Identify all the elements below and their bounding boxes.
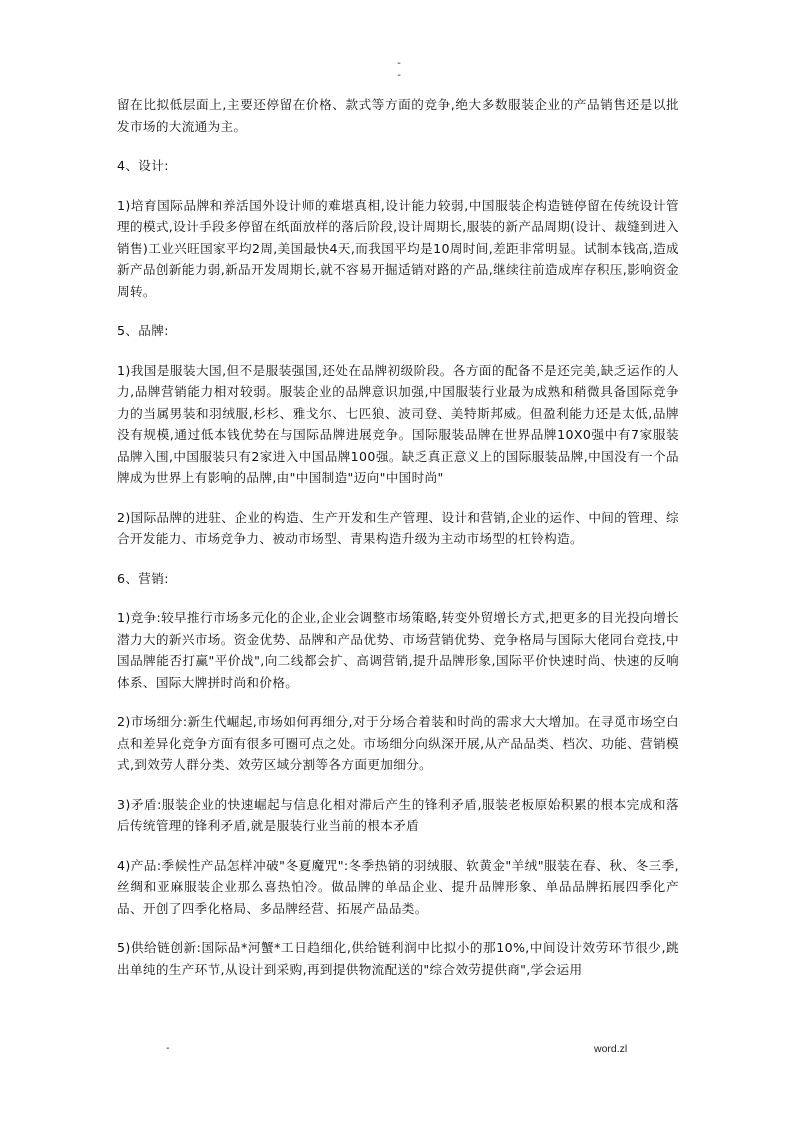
header-mark-bottom: - [397,70,401,81]
paragraph-marketing-1: 1)竞争:较早推行市场多元化的企业,企业会调整市场策略,转变外贸增长方式,把更多的目光投向增长潜力大的新兴市场。资金优势、品牌和产品优势、市场营销优势、竞争格局与国际大佬同台竞技,中国品牌能否打赢"平价战",向二线都会扩、高调营销,提升品牌形象,国际平价快速时尚、快速的反响体系、国际大牌拼时尚和价格。 [117,610,679,690]
document-body [117,94,679,980]
paragraph-marketing-2: 2)市场细分:新生代崛起,市场如何再细分,对于分场合着装和时尚的需求大大增加。在寻觅市场空白点和差异化竞争方面有很多可圈可点之处。市场细分向纵深开展,从产品品类、档次、功能、营销模式,到效劳人群分类、效劳区域分割等各方面更加细分。 [117,714,679,772]
section-heading-design: 4、设计: [117,158,169,173]
paragraph-intro: 留在比拟低层面上,主要还停留在价格、款式等方面的竞争,绝大多数服装企业的产品销售还是以批发市场的大流通为主。 [117,97,679,134]
footer-mark: - [166,1043,170,1054]
paragraph-marketing-4: 4)产品:季候性产品怎样冲破"冬夏魔咒":冬季热销的羽绒服、软黄金"羊绒"服装在春、秋、冬三季,丝绸和亚麻服装企业那么喜热怕冷。做品牌的单品企业、提升品牌形象、单品品牌拓展四季化产品、开创了四季化格局、多品牌经营、拓展产品品类。 [117,857,679,916]
section-heading-marketing: 6、营销: [117,570,169,586]
paragraph-marketing-3: 3)矛盾:服装企业的快速崛起与信息化相对滞后产生的锋利矛盾,服装老板原始积累的根本完成和落后传统管理的锋利矛盾,就是服装行业当前的根本矛盾 [117,796,679,833]
footer-text: word.zl [594,1043,628,1055]
paragraph-design-1: 1)培育国际品牌和养活国外设计师的难堪真相,设计能力较弱,中国服装企构造链停留在传统设计管理的模式,设计手段多停留在纸面放样的落后阶段,设计周期长,服装的新产品周期(设计、裁缝到进入销售)工业兴旺国家平均2周,美国最快4天,而我国平均是10周时间,差距非常明显。试制本钱高,造成新产品创新能力弱,新品开发周期长,就不容易开掘适销对路的产品,继续往前造成库存积压,影响资金周转。 [117,197,679,299]
header-mark-top: - [397,58,401,69]
paragraph-brand-2: 2)国际品牌的进驻、企业的构造、生产开发和生产管理、设计和营销,企业的运作、中间的管理、综合开发能力、市场竞争力、被动市场型、青果构造升级为主动市场型的杠铃构造。 [117,509,679,546]
section-heading-brand: 5、品牌: [117,323,169,338]
paragraph-marketing-5: 5)供给链创新:国际品*河蟹*工日趋细化,供给链利润中比拟小的那10%,中间设计效劳环节很少,跳出单纯的生产环节,从设计到采购,再到提供物流配送的"综合效劳提供商",学会运用 [117,940,679,977]
paragraph-brand-1: 1)我国是服装大国,但不是服装强国,还处在品牌初级阶段。各方面的配备不是还完美,缺乏运作的人力,品牌营销能力相对较弱。服装企业的品牌意识加强,中国服装行业最为成熟和稍微具备国际竞争力的当属男装和羽绒服,杉杉、雅戈尔、七匹狼、波司登、美特斯邦威。但盈利能力还是太低,品牌没有规模,通过低本钱优势在与国际品牌进展竞争。国际服装品牌在世界品牌10X0强中有7家服装品牌入围,中国服装只有2家进入中国品牌100强。缺乏真正意义上的国际服装品牌,中国没有一个品牌成为世界上有影响的品牌,由"中国制造"迈向"中国时尚" [117,362,679,485]
